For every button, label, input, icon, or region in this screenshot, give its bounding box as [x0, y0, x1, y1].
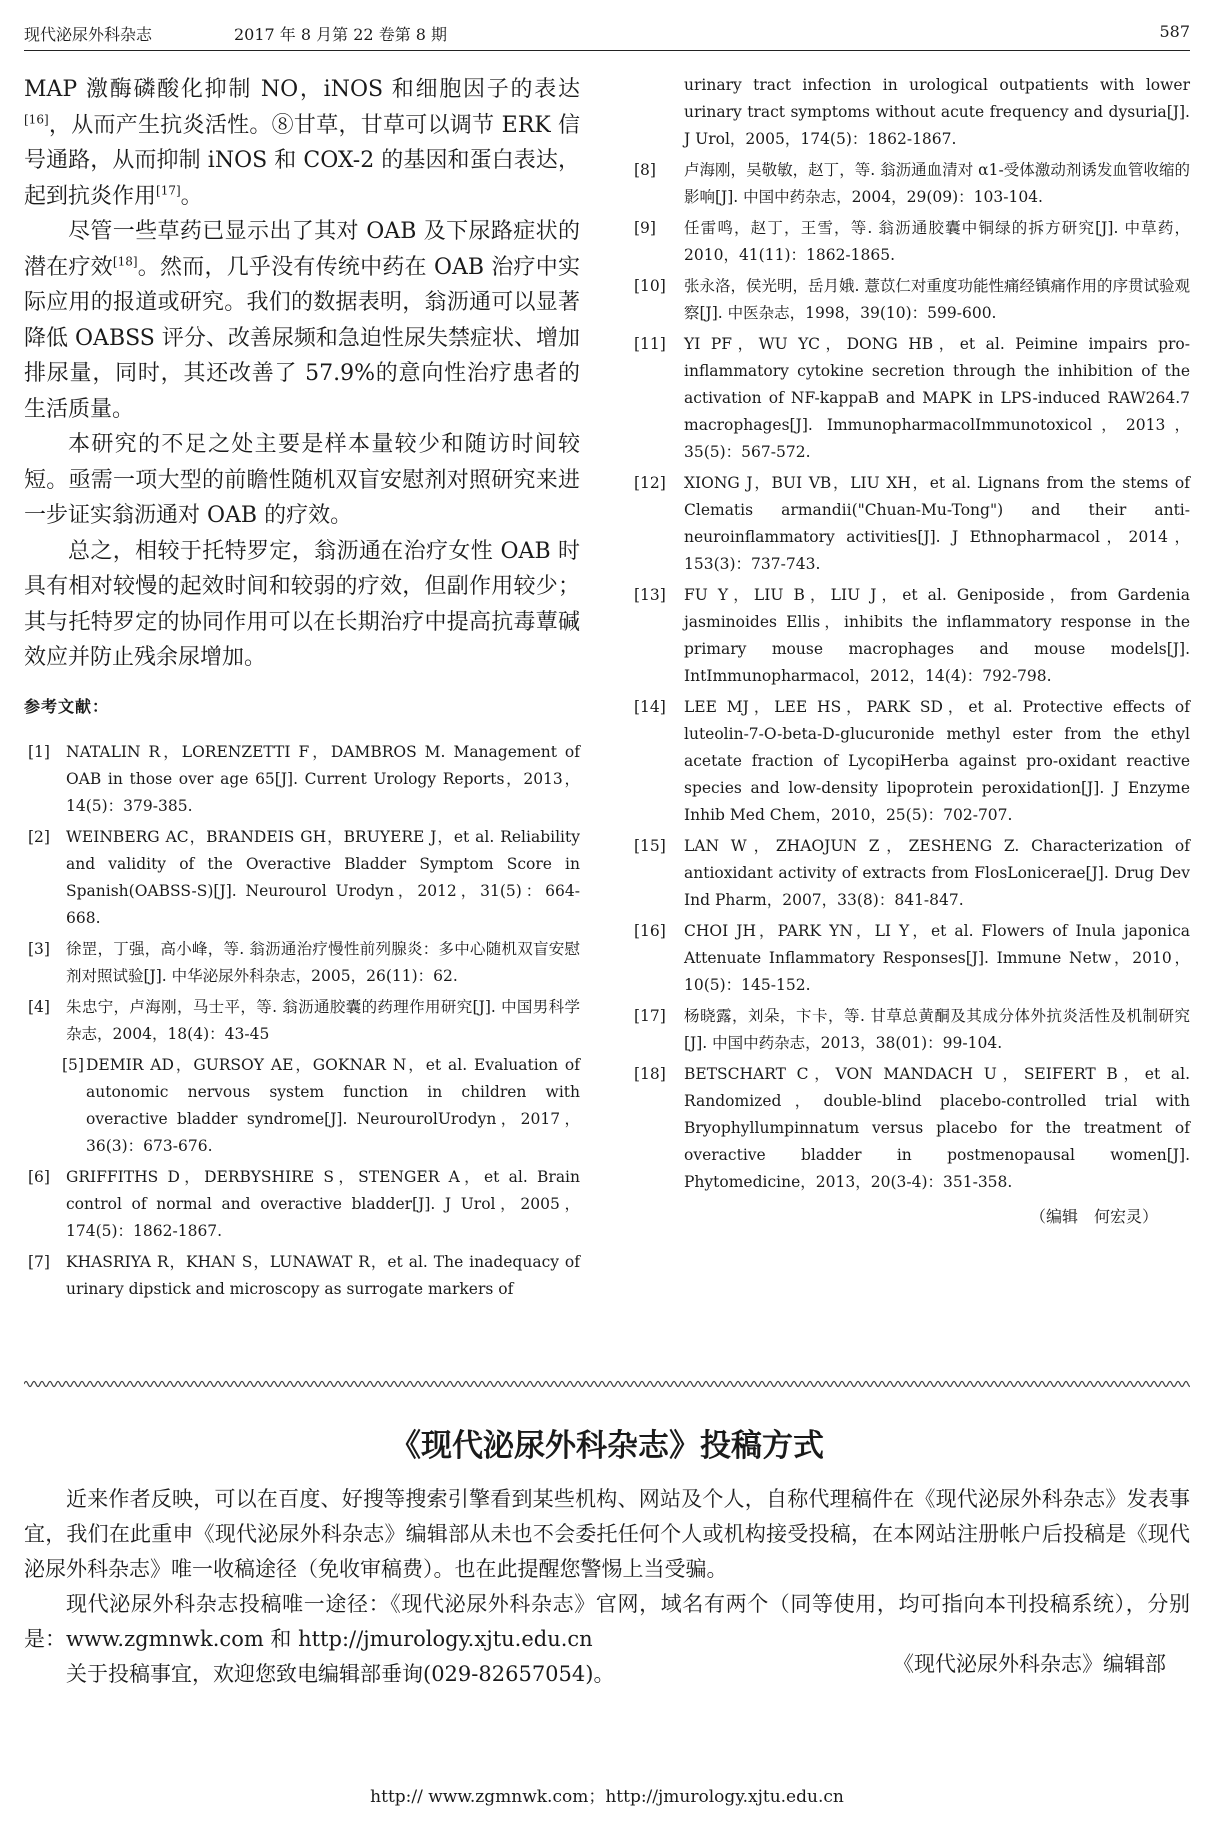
reference-text: LEE MJ，LEE HS，PARK SD，et al. Protective effects of luteolin-7-O-beta-D-glucuronide methyl ester from the ethyl acetate fraction of LycopiHerba against pro-oxidant reactive species and low-density lipoprotein peroxidation[J]. J Enzyme Inhib Med Chem，2010，25(5)：702-707. [684, 698, 1190, 824]
paragraph: 总之，相较于托特罗定，翁沥通在治疗女性 OAB 时具有相对较慢的起效时间和较弱的疗效，但副作用较少；其与托特罗定的协同作用可以在长期治疗中提高抗毒蕈碱效应并防止残余尿增加。 [24, 538, 580, 670]
reference-item [24, 1249, 580, 1303]
reference-number: [17] [634, 1007, 666, 1025]
citation: [18] [112, 254, 138, 269]
reference-item [24, 1164, 580, 1245]
right-column [634, 72, 1190, 1227]
notice-paragraph: 关于投稿事宜，欢迎您致电编辑部垂询(029-82657054)。 [66, 1662, 615, 1686]
reference-item [634, 694, 1190, 829]
reference-item [634, 273, 1190, 327]
reference-item [634, 833, 1190, 914]
reference-text: CHOI JH，PARK YN，LI Y，et al. Flowers of Inula japonica Attenuate Inflammatory Responses[J]. Immune Netw，2010，10(5)：145-152. [684, 922, 1190, 994]
reference-number: [10] [634, 277, 666, 295]
reference-text: LAN W，ZHAOJUN Z，ZESHENG Z. Characterization of antioxidant activity of extracts from FlosLonicerae[J]. Drug Dev Ind Pharm，2007，33(8)：841-847. [684, 837, 1190, 909]
notice-paragraph: 近来作者反映，可以在百度、好搜等搜索引擎看到某些机构、网站及个人，自称代理稿件在《现代泌尿外科杂志》发表事宜，我们在此重申《现代泌尿外科杂志》编辑部从未也不会委托任何个人或机构接受投稿，在本网站注册帐户后投稿是《现代泌尿外科杂志》唯一收稿途径（免收审稿费）。也在此提醒您警惕上当受骗。 [24, 1487, 1190, 1581]
reference-text: DEMIR AD，GURSOY AE，GOKNAR N，et al. Evaluation of autonomic nervous system function in children with overactive bladder syndrome[J]. NeurourolUrodyn，2017，36(3)：673-676. [86, 1055, 580, 1155]
reference-text: 杨晓露，刘朵，卞卡，等. 甘草总黄酮及其成分体外抗炎活性及机制研究[J]. 中国中药杂志，2013，38(01)：99-104. [684, 1007, 1190, 1052]
reference-number: [16] [634, 922, 666, 940]
reference-text: urinary tract infection in urological outpatients with lower urinary tract symptoms without acute frequency and dysuria[J]. J Urol，2005，174(5)：1862-1867. [684, 76, 1190, 148]
reference-text: 朱忠宁，卢海刚，马士平，等. 翁沥通胶囊的药理作用研究[J]. 中国男科学杂志，2004，18(4)：43-45 [66, 997, 580, 1043]
paragraph: 本研究的不足之处主要是样本量较少和随访时间较短。亟需一项大型的前瞻性随机双盲安慰剂对照研究来进一步证实翁沥通对 OAB 的疗效。 [24, 432, 580, 528]
reference-text: FU Y，LIU B，LIU J，et al. Geniposide，from Gardenia jasminoides Ellis，inhibits the inflammatory response in the primary mouse macrophages and mouse models[J]. IntImmunopharmacol，2012，14(4)：792-798. [684, 586, 1190, 685]
reference-item [24, 1052, 580, 1160]
reference-text: XIONG J，BUI VB，LIU XH，et al. Lignans from the stems of Clematis armandii("Chuan-Mu-Tong") and their anti-neuroinflammatory activities[J]. J Ethnopharmacol，2014，153(3)：737-743. [684, 474, 1190, 573]
issue-info: 2017 年 8 月第 22 卷第 8 期 [234, 25, 448, 44]
wavy-divider [24, 1378, 1190, 1390]
reference-number: [5] [62, 1055, 84, 1074]
reference-item [24, 824, 580, 932]
reference-item [634, 1003, 1190, 1057]
reference-number: [2] [28, 827, 50, 846]
reference-text: 任雷鸣，赵丁，王雪，等. 翁沥通胶囊中铜绿的拆方研究[J]. 中草药，2010，41(11)：1862-1865. [684, 219, 1190, 264]
journal-name: 现代泌尿外科杂志 [24, 25, 153, 44]
citation: [16] [24, 112, 49, 127]
page-footer-urls: http:// www.zgmnwk.com；http://jmurology.xjtu.edu.cn [370, 1787, 844, 1807]
reference-text: GRIFFITHS D，DERBYSHIRE S，STENGER A，et al. Brain control of normal and overactive bladder[J]. J Urol，2005，174(5)：1862-1867. [66, 1167, 580, 1240]
reference-text: 徐罡，丁强，高小峰，等. 翁沥通治疗慢性前列腺炎：多中心随机双盲安慰剂对照试验[J]. 中华泌尿外科杂志，2005，26(11)：62. [66, 939, 580, 985]
reference-item [634, 215, 1190, 269]
reference-number: [11] [634, 335, 666, 353]
reference-number: [3] [28, 939, 50, 958]
reference-number: [6] [28, 1167, 50, 1186]
reference-number: [8] [634, 161, 656, 179]
reference-text: 张永洛，侯光明，岳月娥. 薏苡仁对重度功能性痛经镇痛作用的序贯试验观察[J]. 中医杂志，1998，39(10)：599-600. [684, 277, 1190, 322]
left-column [24, 72, 580, 1307]
reference-text: KHASRIYA R，KHAN S，LUNAWAT R，et al. The inadequacy of urinary dipstick and microscopy as surrogate markers of [66, 1252, 580, 1298]
reference-item [634, 157, 1190, 211]
reference-number: [18] [634, 1065, 666, 1083]
reference-number: [15] [634, 837, 666, 855]
reference-number: [7] [28, 1252, 50, 1271]
reference-item [634, 470, 1190, 578]
reference-item [634, 918, 1190, 999]
reference-number: [4] [28, 997, 50, 1016]
notice-title: 《现代泌尿外科杂志》投稿方式 [390, 1428, 824, 1464]
reference-number: [9] [634, 219, 656, 237]
reference-text: NATALIN R，LORENZETTI F，DAMBROS M. Management of OAB in those over age 65[J]. Current Urology Reports，2013，14(5)：379-385. [66, 742, 580, 815]
paragraph: MAP 激酶磷酸化抑制 NO，iNOS 和细胞因子的表达[16]，从而产生抗炎活性。⑧甘草，甘草可以调节 ERK 信号通路，从而抑制 iNOS 和 COX-2 的基因和蛋白表达，起到抗炎作用[17]。 [24, 77, 580, 209]
reference-item [24, 739, 580, 820]
reference-item [634, 1061, 1190, 1196]
references-heading: 参考文献： [24, 696, 110, 716]
editor-credit: （编辑 何宏灵） [1029, 1207, 1158, 1226]
reference-item [24, 936, 580, 990]
reference-number: [14] [634, 698, 666, 716]
paragraph: 尽管一些草药已显示出了其对 OAB 及下尿路症状的潜在疗效[18]。然而，几乎没有传统中药在 OAB 治疗中实际应用的报道或研究。我们的数据表明，翁沥通可以显著降低 OABSS 评分、改善尿频和急迫性尿失禁症状、增加排尿量，同时，其还改善了 57.9%的意向性治疗患者的生活质量。 [24, 219, 580, 422]
notice-signature: 《现代泌尿外科杂志》编辑部 [893, 1652, 1166, 1676]
reference-item [24, 994, 580, 1048]
notice-paragraph: 现代泌尿外科杂志投稿唯一途径：《现代泌尿外科杂志》官网，域名有两个（同等使用，均可指向本刊投稿系统），分别是：www.zgmnwk.com 和 http://jmurology.xjtu.edu.cn [24, 1592, 1190, 1651]
reference-text: YI PF，WU YC，DONG HB，et al. Peimine impairs pro-inflammatory cytokine secretion through the inhibition of the activation of NF-kappaB and MAPK in LPS-induced RAW264.7 macrophages[J]. ImmunopharmacolImmunotoxicol，2013，35(5)：567-572. [684, 335, 1190, 461]
reference-text: WEINBERG AC，BRANDEIS GH，BRUYERE J，et al. Reliability and validity of the Overactive Bladder Symptom Score in Spanish(OABSS-S)[J]. Neurourol Urodyn，2012，31(5)：664-668. [66, 827, 580, 927]
reference-text: 卢海刚，吴敬敏，赵丁，等. 翁沥通血清对 α1-受体激动剂诱发血管收缩的影响[J]. 中国中药杂志，2004，29(09)：103-104. [684, 161, 1190, 206]
page-number: 587 [1159, 22, 1190, 41]
reference-item [634, 331, 1190, 466]
reference-item [634, 582, 1190, 690]
reference-list-right [634, 72, 1190, 1196]
reference-number: [12] [634, 474, 666, 492]
running-header [24, 22, 1190, 51]
reference-item [634, 72, 1190, 153]
reference-text: BETSCHART C，VON MANDACH U，SEIFERT B，et al. Randomized，double-blind placebo-controlled trial with Bryophyllumpinnatum versus placebo for the treatment of overactive bladder in postmenopausal women[J]. Phytomedicine，2013，20(3-4)：351-358. [684, 1065, 1190, 1191]
reference-number: [1] [28, 742, 50, 761]
reference-number: [13] [634, 586, 666, 604]
reference-list-left [24, 739, 580, 1303]
citation: [17] [156, 183, 181, 198]
body-text [24, 72, 580, 676]
